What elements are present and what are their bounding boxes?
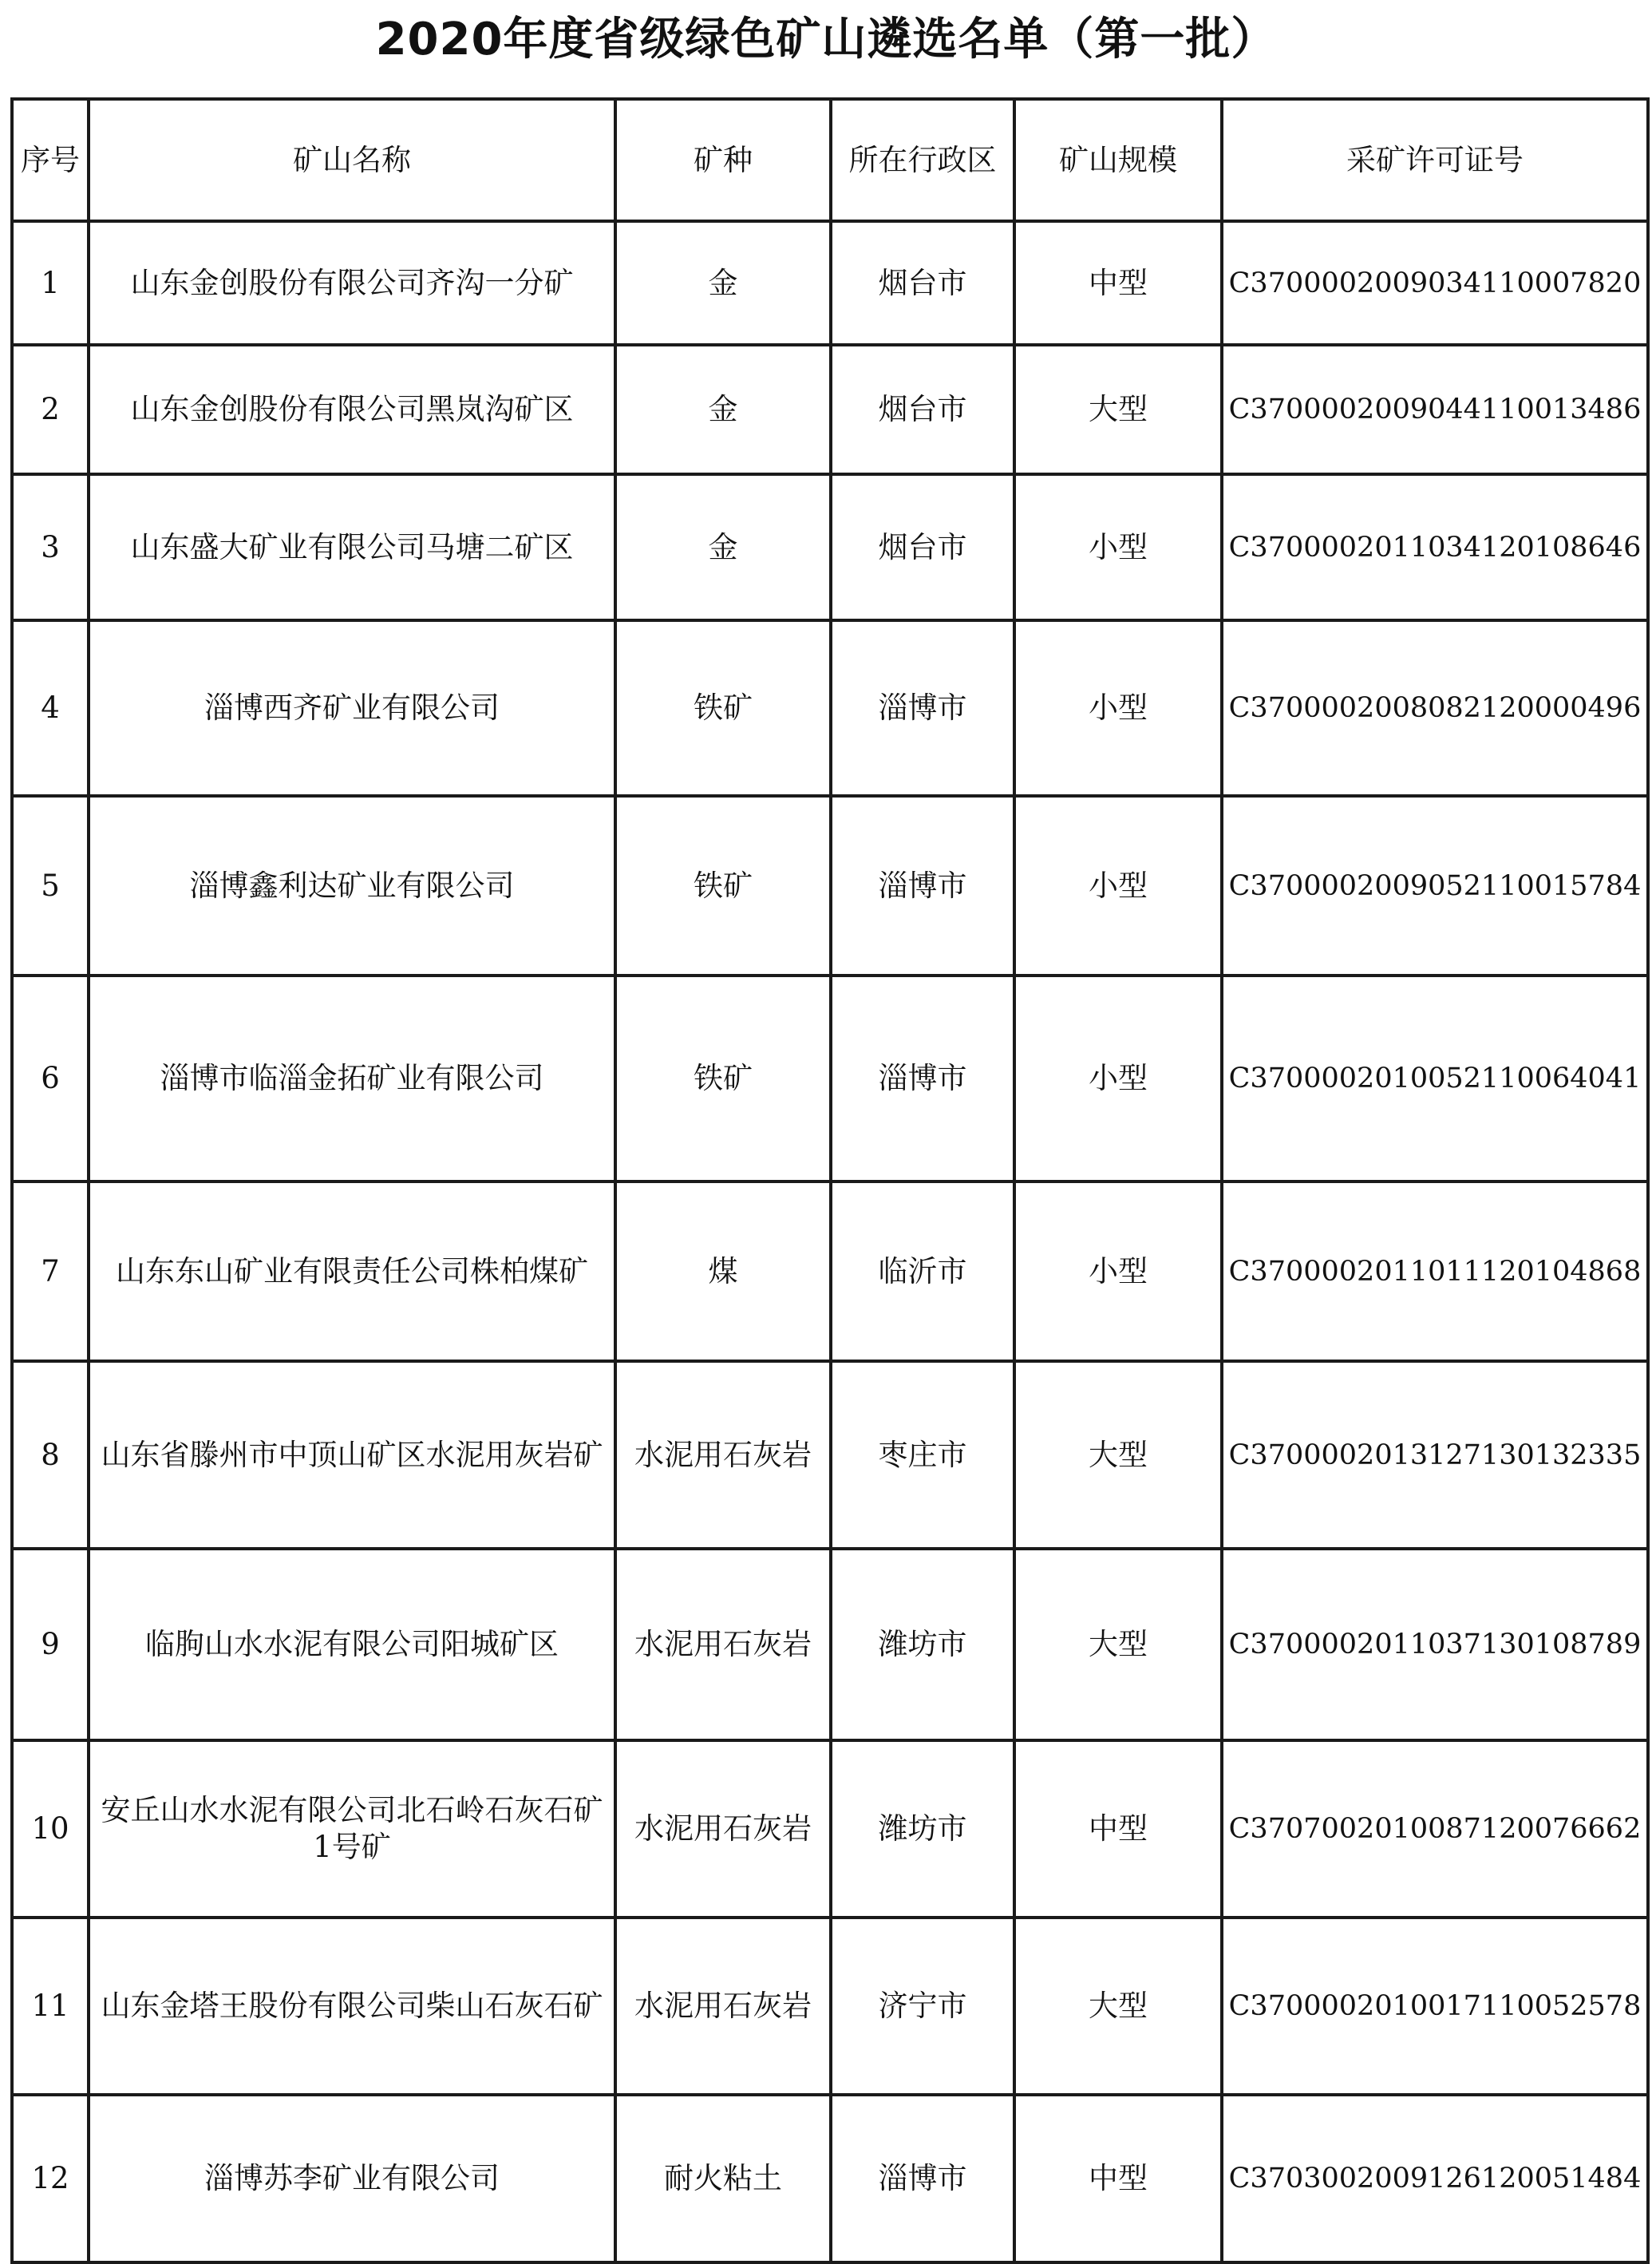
cell-license: C3700002008082120000496	[1222, 620, 1648, 796]
column-header-name: 矿山名称	[89, 99, 615, 221]
cell-scale: 大型	[1014, 1549, 1222, 1740]
table-row	[12, 1181, 1648, 1361]
cell-mineral: 铁矿	[615, 796, 831, 976]
cell-region: 烟台市	[831, 345, 1014, 474]
cell-region: 济宁市	[831, 1918, 1014, 2095]
table-row	[12, 345, 1648, 474]
cell-region: 烟台市	[831, 221, 1014, 345]
table-row	[12, 1361, 1648, 1549]
column-header-no: 序号	[12, 99, 89, 221]
cell-no: 8	[12, 1361, 89, 1549]
cell-mineral: 水泥用石灰岩	[615, 1740, 831, 1918]
cell-mineral: 水泥用石灰岩	[615, 1361, 831, 1549]
table-header-row	[12, 99, 1648, 221]
cell-no: 2	[12, 345, 89, 474]
cell-mineral: 金	[615, 221, 831, 345]
table-row	[12, 976, 1648, 1181]
cell-mineral: 水泥用石灰岩	[615, 1918, 831, 2095]
cell-scale: 大型	[1014, 1361, 1222, 1549]
cell-mine-name: 淄博西齐矿业有限公司	[89, 620, 615, 796]
cell-license: C3700002009052110015784	[1222, 796, 1648, 976]
cell-license: C3700002011037130108789	[1222, 1549, 1648, 1740]
table-row	[12, 620, 1648, 796]
cell-scale: 大型	[1014, 1918, 1222, 2095]
cell-license: C3703002009126120051484	[1222, 2095, 1648, 2262]
cell-no: 7	[12, 1181, 89, 1361]
cell-scale: 小型	[1014, 620, 1222, 796]
cell-mine-name: 山东省滕州市中顶山矿区水泥用灰岩矿	[89, 1361, 615, 1549]
column-header-license: 采矿许可证号	[1222, 99, 1648, 221]
cell-scale: 中型	[1014, 221, 1222, 345]
cell-scale: 小型	[1014, 976, 1222, 1181]
cell-no: 4	[12, 620, 89, 796]
cell-mineral: 铁矿	[615, 976, 831, 1181]
cell-mine-name: 临朐山水水泥有限公司阳城矿区	[89, 1549, 615, 1740]
cell-no: 1	[12, 221, 89, 345]
cell-no: 9	[12, 1549, 89, 1740]
cell-license: C3700002010017110052578	[1222, 1918, 1648, 2095]
cell-region: 潍坊市	[831, 1549, 1014, 1740]
cell-region: 淄博市	[831, 796, 1014, 976]
cell-no: 12	[12, 2095, 89, 2262]
cell-mine-name: 安丘山水水泥有限公司北石岭石灰石矿1号矿	[89, 1740, 615, 1918]
green-mine-table	[10, 97, 1650, 2264]
cell-mine-name: 淄博苏李矿业有限公司	[89, 2095, 615, 2262]
cell-no: 6	[12, 976, 89, 1181]
table-row	[12, 796, 1648, 976]
cell-mine-name: 山东东山矿业有限责任公司株柏煤矿	[89, 1181, 615, 1361]
cell-mine-name: 山东金创股份有限公司齐沟一分矿	[89, 221, 615, 345]
table-row	[12, 1740, 1648, 1918]
cell-mine-name: 山东盛大矿业有限公司马塘二矿区	[89, 474, 615, 620]
cell-region: 淄博市	[831, 2095, 1014, 2262]
cell-mineral: 耐火粘土	[615, 2095, 831, 2262]
column-header-scale: 矿山规模	[1014, 99, 1222, 221]
cell-region: 淄博市	[831, 976, 1014, 1181]
cell-license: C3707002010087120076662	[1222, 1740, 1648, 1918]
cell-no: 11	[12, 1918, 89, 2095]
cell-license: C3700002009044110013486	[1222, 345, 1648, 474]
table-row	[12, 221, 1648, 345]
cell-license: C3700002011034120108646	[1222, 474, 1648, 620]
cell-region: 淄博市	[831, 620, 1014, 796]
cell-mine-name: 淄博鑫利达矿业有限公司	[89, 796, 615, 976]
cell-region: 枣庄市	[831, 1361, 1014, 1549]
column-header-mineral: 矿种	[615, 99, 831, 221]
cell-mine-name: 淄博市临淄金拓矿业有限公司	[89, 976, 615, 1181]
cell-no: 10	[12, 1740, 89, 1918]
cell-license: C3700002009034110007820	[1222, 221, 1648, 345]
cell-license: C3700002013127130132335	[1222, 1361, 1648, 1549]
table-row	[12, 1549, 1648, 1740]
cell-mine-name: 山东金塔王股份有限公司柴山石灰石矿	[89, 1918, 615, 2095]
cell-scale: 小型	[1014, 474, 1222, 620]
cell-region: 潍坊市	[831, 1740, 1014, 1918]
cell-no: 5	[12, 796, 89, 976]
table-row	[12, 2095, 1648, 2262]
cell-license: C3700002011011120104868	[1222, 1181, 1648, 1361]
cell-mine-name: 山东金创股份有限公司黑岚沟矿区	[89, 345, 615, 474]
cell-region: 烟台市	[831, 474, 1014, 620]
cell-scale: 小型	[1014, 1181, 1222, 1361]
cell-no: 3	[12, 474, 89, 620]
cell-license: C3700002010052110064041	[1222, 976, 1648, 1181]
table-row	[12, 474, 1648, 620]
document-title: 2020年度省级绿色矿山遴选名单（第一批）	[375, 14, 1277, 65]
cell-scale: 中型	[1014, 2095, 1222, 2262]
cell-scale: 小型	[1014, 796, 1222, 976]
cell-mineral: 铁矿	[615, 620, 831, 796]
table-row	[12, 1918, 1648, 2095]
column-header-region: 所在行政区	[831, 99, 1014, 221]
cell-mineral: 金	[615, 345, 831, 474]
cell-mineral: 金	[615, 474, 831, 620]
cell-region: 临沂市	[831, 1181, 1014, 1361]
cell-scale: 大型	[1014, 345, 1222, 474]
cell-mineral: 水泥用石灰岩	[615, 1549, 831, 1740]
cell-scale: 中型	[1014, 1740, 1222, 1918]
cell-mineral: 煤	[615, 1181, 831, 1361]
